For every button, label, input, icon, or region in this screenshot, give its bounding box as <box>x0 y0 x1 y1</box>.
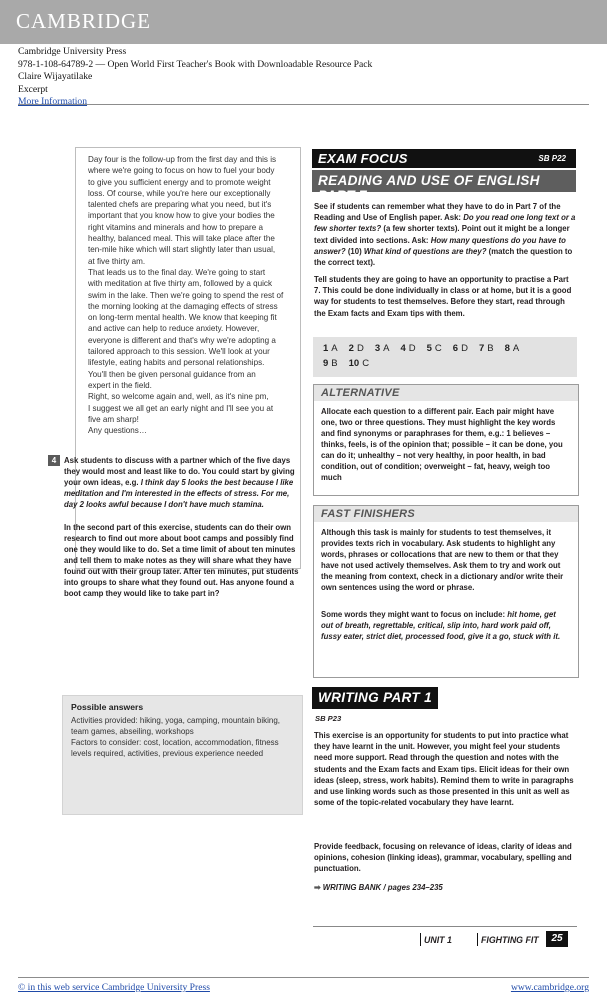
writing-bank-label: WRITING BANK <box>322 883 382 892</box>
audioscript-line: at five thirty am. <box>88 256 146 266</box>
copyright-link[interactable]: © in this web service Cambridge University Press <box>18 982 210 993</box>
writing-paragraph-1: This exercise is an opportunity for students to put into practice what they have learnt in the unit. However, you might feel your students need more support. Read through the question and notes with the students and the Exam facts and Exam tips. Elicit ideas for their own ideas (sleep, stress, work habits). Remind them to write in paragraphs and use linking words such as those presented in this unit as well as some of the topic-related vocabulary they have learnt. <box>314 731 574 808</box>
footer-unit: UNIT 1 <box>424 935 452 945</box>
possible-answers-box <box>62 695 303 815</box>
audioscript-text <box>88 154 293 436</box>
fast-finishers-paragraph-2: Some words they might want to focus on include: hit home, get out of breath, regrettable, critical, slip into, hard work paid off, fussy eater, strict diet, processed food, give it a go, stuck with it. <box>321 610 561 641</box>
answer-key-letter: D <box>356 343 364 354</box>
author: Claire Wijayatilake <box>18 71 93 83</box>
audioscript-line: Day four is the follow-up from the first day and this is <box>88 155 277 164</box>
audioscript-line: important that you know how to give your bodies the <box>88 211 275 221</box>
audioscript-line: expert in the field. <box>88 380 152 390</box>
answer-key-letter: A <box>512 343 520 354</box>
answer-key-number: 6 <box>452 343 459 354</box>
answer-key-letter: D <box>408 343 416 354</box>
audioscript-line: loss. Of course, while you're here our exceptionally <box>88 188 271 198</box>
publisher: Cambridge University Press <box>18 46 127 57</box>
page-footer-divider <box>313 926 577 927</box>
answer-key-box <box>313 337 577 377</box>
audioscript-line: to give you sufficient energy and to promote weight <box>88 177 271 187</box>
cambridge-logo: CAMBRIDGE <box>16 9 152 33</box>
audioscript-line: the morning looking at the damaging effects of stress <box>88 301 278 311</box>
fast-finishers-paragraph-1: Although this task is mainly for students to test themselves, it provides texts rich in vocabulary. Ask students to highlight any words, phrases or collocations that are new to them or that they have not used actively themselves. Ask them to try and work out the meaning from context, check in a dictionary and/or write their own sentences using the word or phrase. <box>321 528 564 592</box>
answer-key-letter: C <box>362 358 370 369</box>
more-information-link[interactable]: More Information <box>18 96 88 108</box>
reading-part7-header <box>312 170 576 203</box>
book-page <box>0 107 607 977</box>
audioscript-line: right vitamins and minerals and how to prepare a <box>88 222 264 232</box>
answer-key-number: 3 <box>374 343 381 354</box>
page-number: 25 <box>546 931 568 947</box>
possible-answers-title: Possible answers <box>71 702 144 712</box>
task-4-research-instructions: In the second part of this exercise, students can do their own research to find out more about boot camps and possibly find one they would like to do. Set a time limit of about ten minutes and tell them to make notes as they will share what they have found out with their group later. After ten minutes, put students into groups to share what they found out. Has anyone found a boot camp they would like to take part in? <box>64 523 299 598</box>
audioscript-line: Right, so welcome again and, well, as it's nine pm, <box>88 392 269 402</box>
audioscript-line: healthy, balanced meal. This will take place after the <box>88 234 275 244</box>
audioscript-line: and active can help to reduce anxiety. However, <box>88 324 260 334</box>
answer-key-letter: B <box>331 358 338 369</box>
fast-finishers-header <box>314 506 578 522</box>
bottom-divider <box>18 977 589 978</box>
answer-key-letter: A <box>383 343 390 354</box>
answer-key-number: 9 <box>323 358 329 369</box>
writing-part1-header <box>312 687 438 709</box>
audioscript-line: on long-term mental health. We know that keeping fit <box>88 313 277 323</box>
footer-separator <box>420 933 421 946</box>
exam-focus-paragraph-1: See if students can remember what they have to do in Part 7 of the Reading and Use of English paper. Ask: Do you read one long text or a few shorter texts? (a few shorter texts). Point out it might be a longer text divided into sections. Ask: How many questions do you have to answer? (10) What kind of questions are they? (match the question to the correct text). <box>314 202 576 268</box>
answer-key-item <box>427 343 442 354</box>
task-number-badge: 4 <box>48 455 60 466</box>
isbn-title: 978-1-108-64789-2 — Open World First Teacher's Book with Downloadable Resource Pack <box>18 58 373 70</box>
audioscript-line: everyone is different and that's why we're adopting a <box>88 335 276 345</box>
exam-focus-ref: SB P22 <box>538 154 566 163</box>
answer-key-item <box>453 343 468 354</box>
answer-key-letter: B <box>487 343 494 354</box>
audioscript-line: I suggest we all get an early night and I'll see you at <box>88 403 274 413</box>
audioscript-line: You'll then be given personal guidance from an <box>88 369 256 379</box>
writing-part1-title: WRITING PART 1 <box>318 690 432 705</box>
alternative-body: Allocate each question to a different pair. Each pair might have one, two or three questions. They must highlight the key words and find synonyms or paraphrases for them, e.g.: 1 believes – thinks, feels, is of the opinion that; possible – it can be done, you can do it; unhealthy – not very healthy, in poor health, in bad condition, out of condition; overweight – fat, heavy, weigh too much <box>321 407 563 482</box>
document-metadata <box>18 46 372 109</box>
alternative-header <box>314 385 578 401</box>
activities-answer: Activities provided: hiking, yoga, camping, mountain biking, team games, abseiling, workshops <box>71 716 280 736</box>
answer-key-number: 5 <box>426 343 432 354</box>
alternative-box <box>313 384 579 496</box>
answer-key-item <box>323 343 338 354</box>
exam-focus-paragraph-2: Tell students they are going to have an opportunity to practise a Part 7. This could be done individually in class or at home, but it is a good way for students to test themselves. Before they start, read through the Exam facts and Exam tips with them. <box>314 275 572 318</box>
reading-part7-title: READING AND USE OF ENGLISH PART 7 <box>318 173 540 203</box>
footer-separator <box>477 933 478 946</box>
answer-key-row-1 <box>323 343 530 354</box>
fast-finishers-title: FAST FINISHERS <box>321 508 416 520</box>
answer-key-number: 2 <box>348 343 354 354</box>
answer-key-letter: C <box>434 343 442 354</box>
writing-ref: SB P23 <box>315 714 342 723</box>
audioscript-line: talented chefs are preparing what you need, but it's <box>88 200 272 210</box>
audioscript-line: with meditation at five thirty am, followed by a quick <box>88 279 272 289</box>
answer-key-letter: D <box>461 343 468 354</box>
answer-key-item <box>349 343 364 354</box>
header-divider <box>18 104 589 105</box>
answer-key-item <box>479 343 494 354</box>
writing-bank-pages: pages 234–235 <box>387 883 443 892</box>
audioscript-line: where we're going to focus on how to fuel your body <box>88 166 275 176</box>
answer-key-number: 4 <box>400 343 406 354</box>
audioscript-line: five am sharp! <box>88 414 139 424</box>
answer-key-number: 1 <box>323 343 329 354</box>
writing-paragraph-2: Provide feedback, focusing on relevance of ideas, clarity of ideas and opinions, cohesion (linking ideas), grammar, vocabulary, spelling and punctuation. <box>314 842 572 874</box>
audioscript-line: tailored approach to this session. We'll look at your <box>88 347 270 357</box>
audioscript-line: ten-mile hike which will start slightly later than usual, <box>88 245 276 255</box>
possible-answers-body <box>71 715 295 759</box>
footer-unit-title: FIGHTING FIT <box>481 935 539 945</box>
answer-key-letter: A <box>331 343 338 354</box>
website-link[interactable]: www.cambridge.org <box>510 982 589 993</box>
cambridge-banner <box>0 0 607 44</box>
answer-key-item <box>400 343 415 354</box>
arrow-right-icon: ➡ <box>314 883 321 892</box>
factors-answer: Factors to consider: cost, location, accommodation, fitness levels required, activities, previous experience needed <box>71 738 279 758</box>
answer-key-item <box>505 343 520 354</box>
answer-key-number: 8 <box>504 343 510 354</box>
audioscript-line: swim in the lake. Then we're going to spend the rest of <box>88 290 284 300</box>
doc-type: Excerpt <box>18 83 48 95</box>
answer-key-item <box>375 343 390 354</box>
answer-key-row-2 <box>323 358 380 369</box>
alternative-title: ALTERNATIVE <box>321 387 400 399</box>
audioscript-line: Any questions… <box>88 426 147 436</box>
writing-bank-reference <box>314 883 443 892</box>
exam-focus-title: EXAM FOCUS <box>318 151 408 166</box>
answer-key-number: 10 <box>348 358 360 369</box>
task-4-instructions: Ask students to discuss with a partner which of the five days they would most and least like to do. You could start by giving your own ideas, e.g. I think day 5 looks the best because I like meditation and I'm interested in the effects of stress. For me, day 2 looks awful because I don't have much stamina. <box>64 456 295 509</box>
exam-focus-header <box>312 149 576 168</box>
answer-key-item <box>349 358 369 369</box>
fast-finishers-box <box>313 505 579 678</box>
answer-key-number: 7 <box>478 343 485 354</box>
audioscript-line: lifestyle, eating habits and personal relationships. <box>88 358 265 368</box>
writing-bank-separator: / <box>383 883 386 892</box>
audioscript-line: That leads us to the final day. We're going to start <box>88 267 266 277</box>
answer-key-item <box>323 358 338 369</box>
